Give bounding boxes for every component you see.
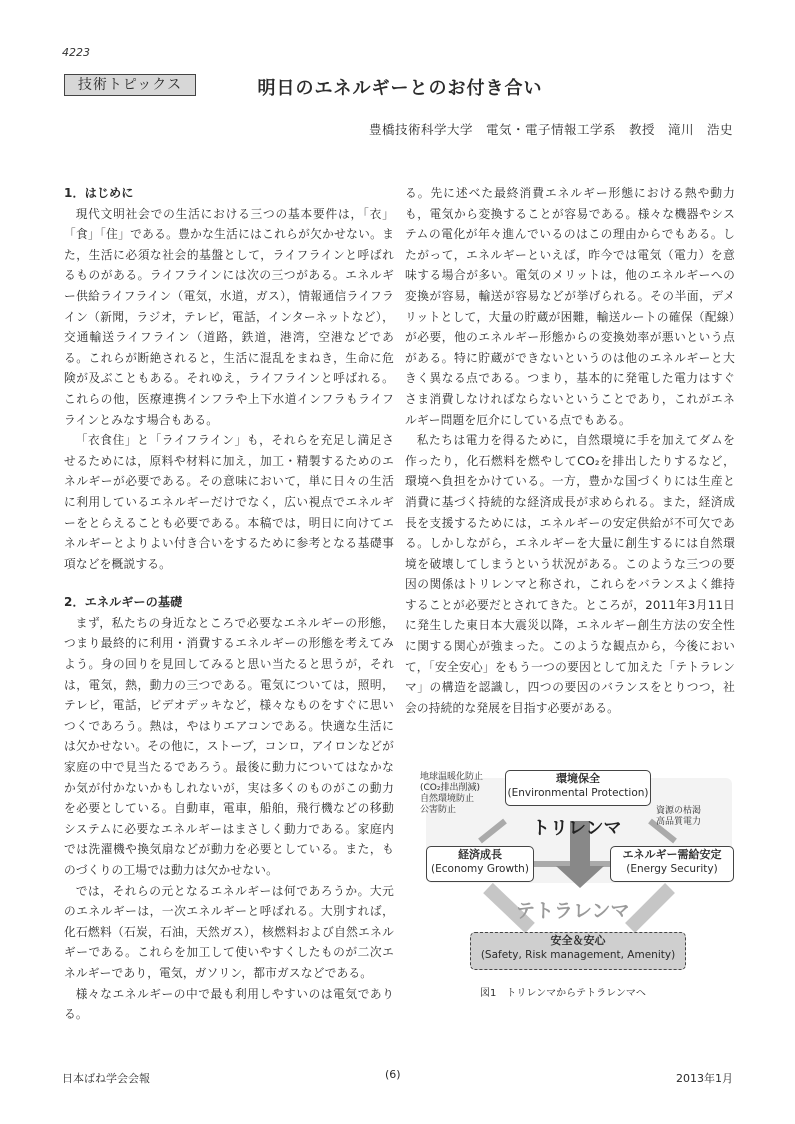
safety-en: (Safety, Risk management, Amenity): [480, 949, 676, 961]
author-line: 豊橋技術科学大学 電気・電子情報工学系 教授 滝川 浩史: [368, 122, 733, 137]
page-number: 4223: [62, 46, 90, 59]
safety-box: [470, 932, 686, 970]
section-2-heading: 2．エネルギーの基礎: [64, 595, 183, 610]
section-1-heading: 1．はじめに: [64, 186, 134, 200]
energy-en: (Energy Security): [626, 863, 718, 875]
right-paragraph-1: る。先に述べた最終消費エネルギー形態における熱や動力も，電気から変換することが容易である。様々な機器やシステムの電化が年々進んでいるのはこの理由からでもある。したがって，エネルギーといえば，昨今では電気（電力）を意味する場合が多い。電気のメリットは，他のエネルギーへの変換が容易，輸送が容易などが挙げられる。その半面，デメリットとして，大量の貯蔵が困難，輸送ルートの確保（配線）が必要，他のエネルギー形態からの変換効率が悪いという点がある。特に貯蔵ができないというのは他のエネルギーと大きく異なる点である。つまり，基本的に発電した電力はすぐさま消費しなければならないということであり，これがエネルギー問題を厄介にしている点でもある。: [405, 186, 735, 427]
trilemma-label: トリレンマ: [532, 818, 622, 839]
arrow-energy-safety: [630, 888, 670, 928]
section-2-paragraph-1: まず，私たちの身近なところで必要なエネルギーの形態，つまり最終的に利用・消費するエネルギーの形態を考えてみよう。身の回りを見回してみると思い当たると思うが，それは，電気，熱，動力の三つである。電気については，照明，テレビ，電話，ビデオデッキなど，様々なものをすぐに思いつくであろう。熱は，やはりエアコンである。快適な生活には欠かせない。その他に，ストーブ，コンロ，アイロンなどが家庭の中で見当たるであろう。最後に動力についてはなかなか気が付かないかもしれないが，実は多くのものがこの動力を必要としている。自動車，電車，船舶，飛行機などの移動システムに必要なエネルギーはまさしく動力である。家庭内では洗濯機や換気扇などが動力を必要としている。また，ものづくりの工場では動力は欠かせない。: [64, 615, 394, 877]
section-2-paragraph-2: では，それらの元となるエネルギーは何であろうか。大元のエネルギーは，一次エネルギーと呼ばれる。大別すれば，化石燃料（石炭，石油，天然ガス），核燃料および自然エネルギーである。これらを加工して使いやすくしたものが二次エネルギーであり，電気，ガソリン，都市ガスなどである。: [64, 883, 394, 980]
safety-title: 安全＆安心: [550, 934, 606, 947]
footer-journal: 日本ばね学会会報: [62, 1072, 150, 1085]
figure-caption: 図1 トリレンマからテトラレンマへ: [480, 988, 646, 999]
energy-note: 資源の枯渇 高品質電力: [656, 806, 702, 827]
env-box: [505, 770, 651, 806]
left-column: [64, 183, 394, 1025]
env-en: (Environmental Protection): [507, 787, 649, 799]
section-1-paragraph-1: 現代文明社会での生活における三つの基本要件は，「衣」「食」「住」である。豊かな生活にはこれらが欠かせない。また，生活に必須な社会的基盤として，ライフラインと呼ばれるものがある。ライフラインには次の三つがある。エネルギー供給ライフライン（電気，水道，ガス），情報通信ライフライン（新聞，ラジオ，テレビ，電話，インターネットなど），交通輸送ライフライン（道路，鉄道，港湾，空港などである。これらが断絶されると，生活に混乱をまねき，生命に危険が及ぶこともある。それゆえ，ライフラインと呼ばれる。これらの他，医療連携インフラや上下水道インフラもライフラインとみなす場合もある。: [64, 206, 394, 427]
energy-title: エネルギー需給安定: [622, 848, 722, 861]
env-title: 環境保全: [556, 772, 600, 785]
section-tag: 技術トピックス: [64, 74, 196, 96]
section-1-paragraph-2: 「衣食住」と「ライフライン」も，それらを充足し満足させるためには，原料や材料に加え，加工・精製するためのエネルギーが必要である。その意味において，単に日々の生活に利用しているエネルギーだけでなく，広い視点でエネルギーをとらえることも必要である。本稿では，明日に向けてエネルギーとよりよい付き合いをするために参考となる基礎事項などを概説する。: [64, 433, 394, 571]
footer-date: 2013年1月: [676, 1072, 733, 1085]
energy-box: [610, 846, 734, 882]
econ-title: 経済成長: [458, 848, 502, 861]
right-column: [405, 183, 735, 718]
figure-trilemma-tetralemma: [420, 766, 738, 1006]
section-2-paragraph-3: 様々なエネルギーの中で最も利用しやすいのは電気でありる。: [64, 986, 394, 1022]
env-note: 地球温暖化防止 (CO₂排出削減) 自然環境防止 公害防止: [420, 772, 484, 815]
footer-page-number: (6): [385, 1068, 401, 1081]
article-title: 明日のエネルギーとのお付き合い: [257, 78, 543, 99]
econ-box: [426, 846, 534, 882]
right-paragraph-2: 私たちは電力を得るために，自然環境に手を加えてダムを作ったり，化石燃料を燃やしてCO₂を排出したりするなど，環境へ負担をかけている。一方，豊かな国づくりには生産と消費に基づく持続的な経済成長が求められる。また，経済成長を支援するためには，エネルギーの安定供給が不可欠である。しかしながら，エネルギーを大量に創生するには自然環境を破壊してしまうという状況がある。このような三つの要因の関係はトリレンマと称され，これらをバランスよく維持することが必要だとされてきた。ところが，2011年3月11日に発生した東日本大震災以降，エネルギー創生方法の安全性に関する関心が強まった。このような観点から，今後において，「安全安心」をもう一つの要因として加えた「テトラレンマ」の構造を認識し，四つの要因のバランスをとりつつ，社会の持続的な発展を目指す必要がある。: [405, 433, 735, 715]
econ-en: (Economy Growth): [431, 863, 529, 875]
tetralemma-label: テトラレンマ: [516, 900, 630, 922]
